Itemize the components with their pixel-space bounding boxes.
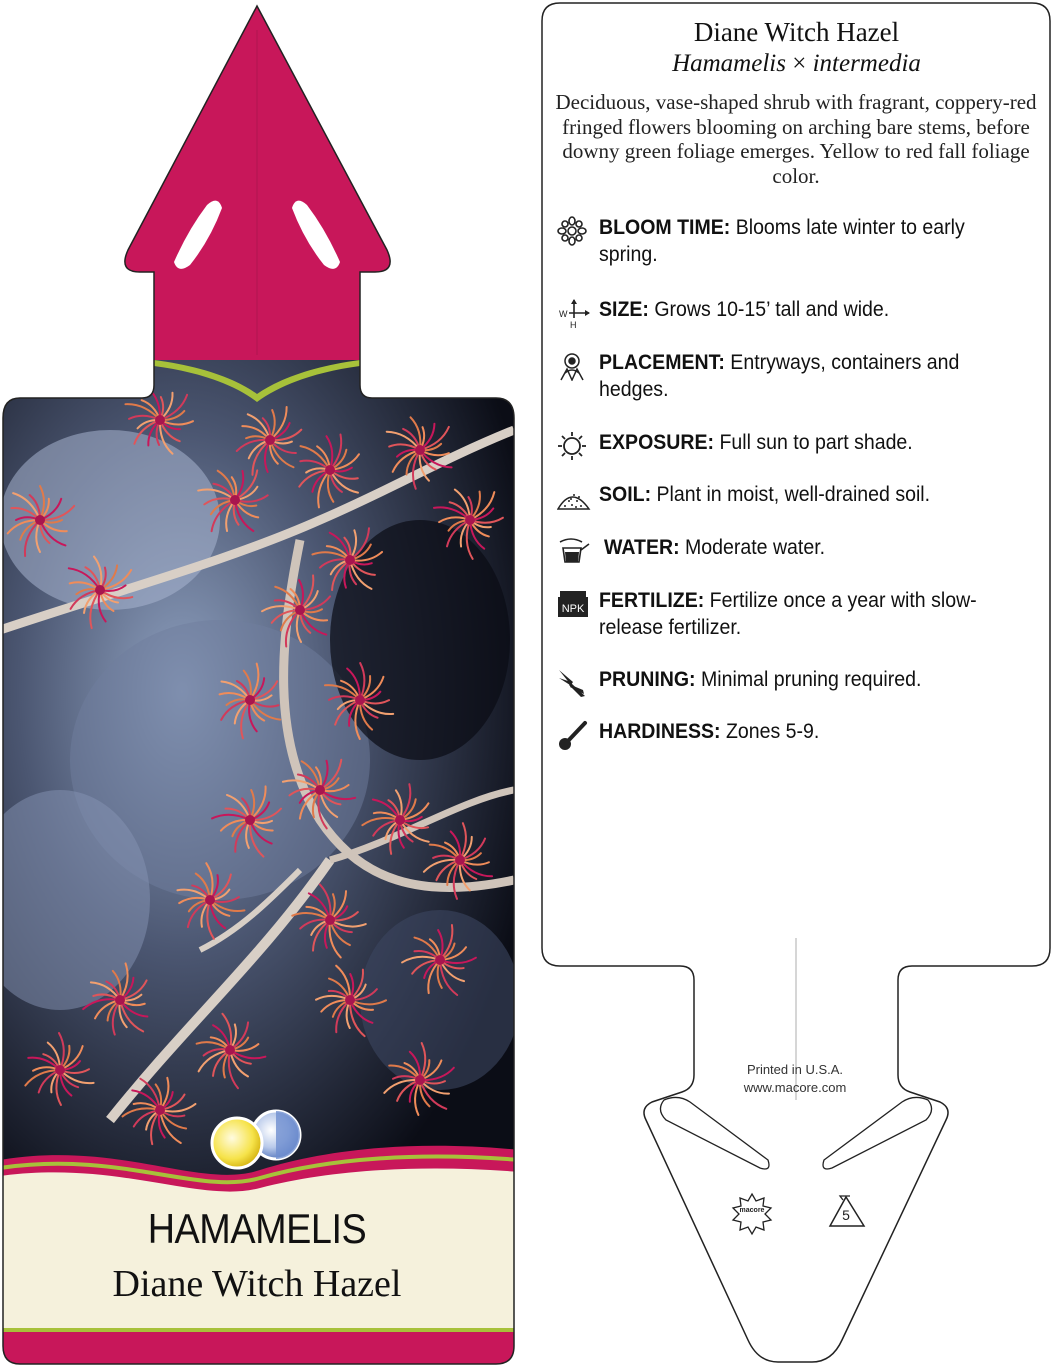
flower-center — [345, 555, 355, 565]
hybrid-cross: × — [792, 50, 807, 77]
witch-hazel-photo — [0, 360, 520, 1190]
placement-flower-icon — [557, 351, 591, 381]
flower-center — [115, 995, 125, 1005]
care-label: PLACEMENT: — [599, 351, 725, 374]
care-label: PRUNING: — [599, 668, 696, 691]
watering-can-icon — [557, 536, 591, 566]
care-value: Full sun to part shade. — [719, 431, 913, 454]
flower-center — [295, 605, 305, 615]
flower-center — [315, 785, 325, 795]
soil-mound-icon — [557, 483, 591, 513]
flower-bloom-icon — [557, 216, 591, 246]
care-value: Minimal pruning required. — [701, 668, 922, 691]
recycle-number: 5 — [842, 1207, 850, 1223]
website-text: www.macore.com — [743, 1080, 847, 1095]
width-height-arrows-icon — [557, 298, 591, 328]
latin-genus: Hamamelis — [672, 50, 786, 77]
printed-in-label: Printed in U.S.A. — [746, 1062, 844, 1077]
flower-center — [55, 1065, 65, 1075]
care-label: FERTILIZE: — [599, 589, 705, 612]
flower-center — [155, 415, 165, 425]
flower-center — [355, 695, 365, 705]
flower-center — [155, 1105, 165, 1115]
care-value: Zones 5-9. — [725, 720, 820, 743]
care-value: Fertilize once a year with slow-release fertilizer. — [599, 589, 977, 639]
care-label: WATER: — [604, 536, 680, 559]
flower-center — [230, 495, 240, 505]
pruning-shears-icon — [557, 668, 591, 698]
front-genus-name: HAMAMELIS — [147, 1205, 367, 1252]
plant-title: Diane Witch Hazel — [693, 17, 900, 47]
botanical-name — [541, 50, 1052, 78]
flower-center — [395, 815, 405, 825]
care-label: SIZE: — [599, 298, 649, 321]
svg-text:NPK: NPK — [561, 603, 585, 615]
front-common-name: Diane Witch Hazel — [112, 1263, 402, 1305]
printing-info — [700, 1061, 890, 1097]
svg-text:H: H — [570, 320, 577, 328]
flower-center — [95, 585, 105, 595]
care-value: Blooms late winter to early spring. — [599, 216, 965, 266]
flower-center — [455, 855, 465, 865]
flower-center — [415, 1075, 425, 1085]
sun-icon — [557, 431, 591, 461]
flower-center — [265, 435, 275, 445]
front-tag — [0, 0, 520, 1369]
care-value: Grows 10-15’ tall and wide. — [654, 298, 890, 321]
latin-species: intermedia — [812, 50, 921, 77]
flower-center — [325, 915, 335, 925]
flower-center — [225, 1045, 235, 1055]
care-value: Plant in moist, well-drained soil. — [656, 483, 931, 506]
flower-center — [345, 995, 355, 1005]
flower-center — [415, 445, 425, 455]
flower-center — [205, 895, 215, 905]
thermometer-icon — [557, 720, 591, 750]
macore-logo-text: macore — [739, 1207, 765, 1214]
care-label: BLOOM TIME: — [599, 216, 731, 239]
flower-center — [465, 515, 475, 525]
fertilizer-bag-icon — [557, 589, 591, 619]
care-value: Entryways, containers and hedges. — [599, 351, 960, 401]
flower-center — [35, 515, 45, 525]
flower-center — [325, 465, 335, 475]
care-label: EXPOSURE: — [599, 431, 715, 454]
svg-text:W: W — [559, 309, 568, 319]
plant-description: Deciduous, vase-shaped shrub with fragrant, coppery-red fringed flowers blooming on arching bare stems, before downy green foliage emerges. Yellow to red fall foliage color. — [555, 90, 1037, 188]
care-value: Moderate water. — [685, 536, 826, 559]
flower-center — [245, 695, 255, 705]
care-label: HARDINESS: — [599, 720, 721, 743]
flower-center — [245, 815, 255, 825]
care-label: SOIL: — [599, 483, 652, 506]
flower-center — [435, 955, 445, 965]
